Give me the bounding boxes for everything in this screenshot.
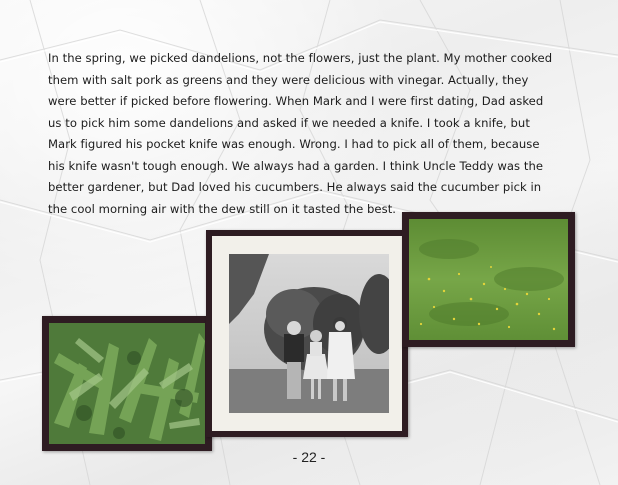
lawn-photo (402, 212, 575, 347)
dandelion-greens-photo (42, 316, 212, 451)
family-photo (206, 230, 408, 437)
story-line: better gardener, but Dad loved his cucumbers. He always said the cucumber pick in (48, 180, 542, 194)
story-line: In the spring, we picked dandelions, not the flowers, just the plant. My mother cooked (48, 51, 553, 65)
story-line: the cool morning air with the dew still on it tasted the best. (48, 201, 397, 216)
page-number: - 22 - (292, 449, 326, 465)
lawn-image (409, 219, 568, 340)
story-line: Mark figured his pocket knife was enough. Wrong. I had to pick all of them, because (48, 137, 540, 151)
story-line: his knife wasn't tough enough. We always had a garden. I think Uncle Teddy was the (48, 158, 544, 173)
story-line: them with salt pork as greens and they were delicious with vinegar. Actually, they (48, 72, 529, 87)
story-text (48, 48, 553, 220)
story-line: us to pick him some dandelions and asked if we needed a knife. I took a knife, but (48, 115, 530, 130)
photo-print (212, 236, 402, 431)
family-photo-image (229, 254, 389, 413)
story-line: were better if picked before flowering. When Mark and I were first dating, Dad asked (48, 94, 544, 108)
dandelion-greens-image (49, 323, 205, 444)
